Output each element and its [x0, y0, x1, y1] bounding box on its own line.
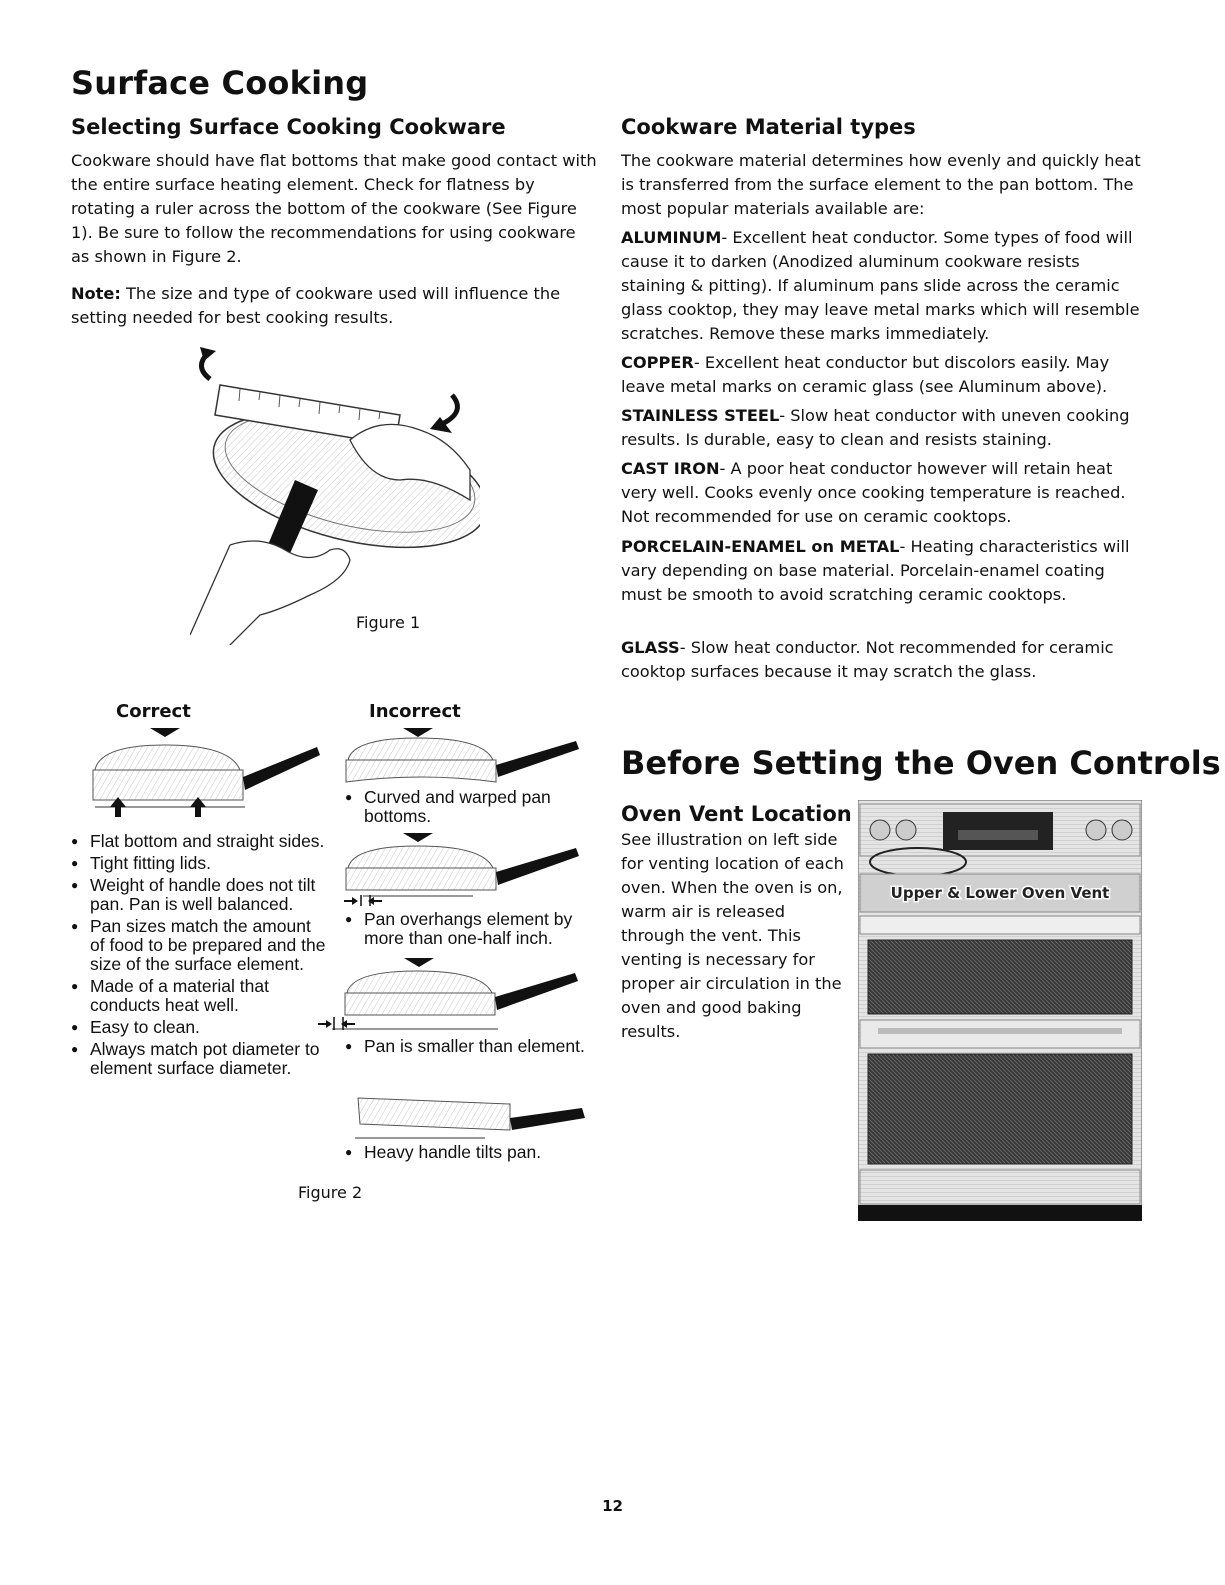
list-item: ● Pan overhangs element by more than one-half inch. [345, 910, 595, 948]
materials-intro: The cookware material determines how evenly and quickly heat is transferred from the surface element to the pan bottom. The most popular materials available are: [621, 151, 1141, 218]
heavy-handle-pan-illustration [350, 1090, 590, 1142]
incorrect-label: Incorrect [369, 701, 461, 722]
selecting-heading: Selecting Surface Cooking Cookware [71, 115, 506, 139]
material-name: ALUMINUM [621, 228, 722, 247]
list-item: ● Easy to clean. [71, 1018, 326, 1037]
up-arrow-icon [190, 797, 206, 817]
correct-label: Correct [116, 701, 191, 722]
material-name: COPPER [621, 353, 694, 372]
incorrect-list-1 [345, 788, 595, 829]
page-number: 12 [602, 1497, 623, 1515]
oven-vent-text: See illustration on left side for venting location of each oven. When the oven is on, warm air is released through the vent. This venting is necessary for proper air circulation in the oven and good baking results. [621, 830, 844, 1041]
material-name: STAINLESS STEEL [621, 406, 780, 425]
material-text: - Slow heat conductor. Not recommended for ceramic cooktop surfaces because it may scratch the glass. [621, 638, 1114, 681]
heat-arrows [100, 797, 220, 819]
knob [1086, 820, 1106, 840]
incorrect-list-2 [345, 910, 595, 951]
material-text: - Excellent heat conductor but discolors easily. May leave metal marks on ceramic glass (see Aluminum above). [621, 353, 1110, 396]
material-text: - Slow heat conductor with uneven cooking results. Is durable, easy to clean and resists staining. [621, 406, 1130, 449]
material-stainless-steel [621, 404, 1141, 452]
correct-list [71, 832, 326, 1081]
knob [1112, 820, 1132, 840]
knob [870, 820, 890, 840]
note-paragraph [71, 282, 597, 330]
figure-2-caption: Figure 2 [298, 1183, 363, 1202]
list-item: ● Heavy handle tilts pan. [345, 1143, 595, 1162]
material-porcelain-enamel [621, 535, 1141, 607]
list-item: ● Made of a material that conducts heat well. [71, 977, 326, 1015]
material-name: CAST IRON [621, 459, 720, 478]
material-aluminum [621, 226, 1141, 346]
materials-heading: Cookware Material types [621, 115, 916, 139]
vent-label: Upper & Lower Oven Vent [890, 884, 1110, 902]
material-text: - A poor heat conductor however will retain heat very well. Cooks evenly once cooking temperature is reached. Not recommended for use on ceramic cooktops. [621, 459, 1126, 526]
page-title: Surface Cooking [71, 64, 369, 102]
lower-oven-window [868, 1054, 1132, 1164]
knob [896, 820, 916, 840]
incorrect-list-3 [345, 1037, 595, 1059]
small-pan-illustration [312, 955, 592, 1035]
list-item: ● Weight of handle does not tilt pan. Pan is well balanced. [71, 876, 326, 914]
material-name: GLASS [621, 638, 680, 657]
figure-1-caption: Figure 1 [356, 613, 421, 632]
material-text: - Heating characteristics will vary depending on base material. Porcelain-enamel coating must be smooth to avoid scratching ceramic cooktops. [621, 537, 1130, 604]
material-copper [621, 351, 1141, 399]
rotate-arrow-icon [444, 395, 457, 423]
oven-illustration [858, 800, 1142, 1222]
overhang-pan-illustration [338, 830, 588, 908]
list-item: ● Tight fitting lids. [71, 854, 326, 873]
note-label: Note: [71, 284, 121, 303]
list-item: ● Flat bottom and straight sides. [71, 832, 326, 851]
incorrect-list-4 [345, 1143, 595, 1165]
up-arrow-icon [110, 797, 126, 817]
list-item: ● Pan is smaller than element. [345, 1037, 595, 1056]
note-text: The size and type of cookware used will influence the setting needed for best cooking results. [71, 284, 561, 327]
list-item: ● Curved and warped pan bottoms. [345, 788, 595, 826]
material-glass [621, 636, 1141, 684]
list-item: ● Pan sizes match the amount of food to be prepared and the size of the surface element. [71, 917, 326, 974]
material-cast-iron [621, 457, 1141, 529]
figure-1-illustration [190, 345, 480, 645]
warped-pan-illustration [338, 725, 588, 785]
oven-vent-heading: Oven Vent Location [621, 802, 852, 826]
material-name: PORCELAIN-ENAMEL on METAL [621, 537, 900, 556]
selecting-paragraph: Cookware should have flat bottoms that make good contact with the entire surface heating element. Check for flatness by rotating a ruler across the bottom of the cookware (See Figure 1). Be sure to follow the recommendations for using cookware as shown in Figure 2. [71, 151, 597, 266]
material-text: - Excellent heat conductor. Some types of food will cause it to darken (Anodized aluminum cookware resists staining & pitting). If aluminum pans slide across the ceramic glass cooktop, they may leave metal marks which will resemble scratches. Remove these marks immediately. [621, 228, 1140, 343]
list-item: ● Always match pot diameter to element surface diameter. [71, 1040, 326, 1078]
hand [220, 541, 350, 645]
oven-controls-heading: Before Setting the Oven Controls [621, 744, 1221, 782]
upper-oven-window [868, 940, 1132, 1014]
